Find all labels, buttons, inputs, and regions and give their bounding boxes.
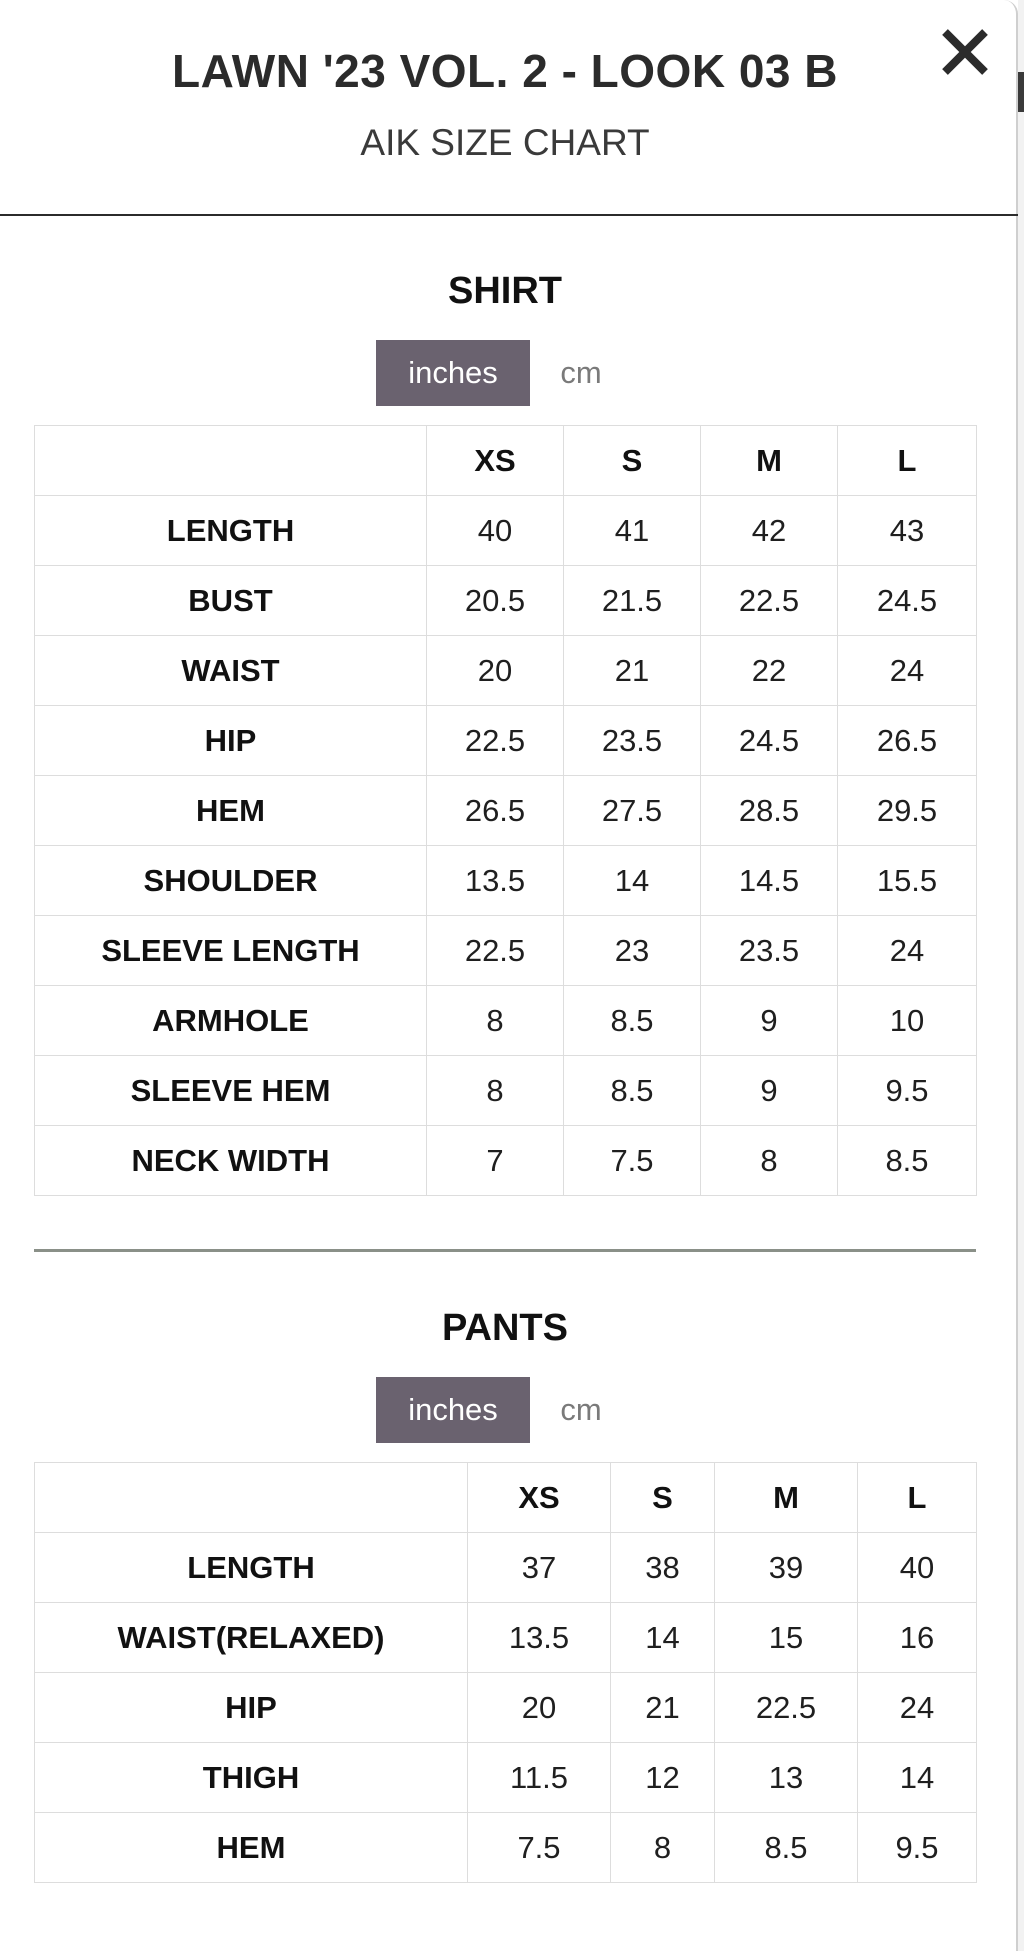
- table-cell: 8: [701, 1126, 838, 1196]
- table-cell: 8.5: [838, 1126, 977, 1196]
- table-cell: 28.5: [701, 776, 838, 846]
- table-cell: 15.5: [838, 846, 977, 916]
- table-row: [35, 1056, 977, 1126]
- row-label: HEM: [35, 1813, 468, 1883]
- row-label: HIP: [35, 1673, 468, 1743]
- table-corner-cell: [35, 1463, 468, 1533]
- shirt-unit-toggle: [376, 340, 632, 406]
- row-label: HEM: [35, 776, 427, 846]
- table-cell: 26.5: [838, 706, 977, 776]
- table-cell: 22: [701, 636, 838, 706]
- table-corner-cell: [35, 426, 427, 496]
- table-row: [35, 1126, 977, 1196]
- table-cell: 22.5: [701, 566, 838, 636]
- table-cell: 40: [427, 496, 564, 566]
- shirt-cm-button[interactable]: cm: [530, 340, 632, 406]
- table-cell: 12: [611, 1743, 715, 1813]
- row-label: SLEEVE LENGTH: [35, 916, 427, 986]
- table-row: [35, 496, 977, 566]
- table-cell: 29.5: [838, 776, 977, 846]
- table-cell: 23.5: [564, 706, 701, 776]
- table-row: [35, 706, 977, 776]
- size-header-l: L: [838, 426, 977, 496]
- table-cell: 43: [838, 496, 977, 566]
- table-cell: 20: [468, 1673, 611, 1743]
- table-cell: 14: [858, 1743, 977, 1813]
- table-cell: 41: [564, 496, 701, 566]
- background-edge: [1018, 0, 1024, 1951]
- row-label: LENGTH: [35, 496, 427, 566]
- table-cell: 9.5: [858, 1813, 977, 1883]
- table-cell: 8.5: [564, 986, 701, 1056]
- page-title: LAWN '23 VOL. 2 - LOOK 03 B: [172, 45, 838, 97]
- pants-size-table: [34, 1462, 977, 1883]
- table-cell: 14: [564, 846, 701, 916]
- shirt-size-table: [34, 425, 977, 1196]
- size-header-m: M: [715, 1463, 858, 1533]
- table-cell: 13.5: [427, 846, 564, 916]
- close-icon: [935, 22, 995, 82]
- table-cell: 7: [427, 1126, 564, 1196]
- row-label: SLEEVE HEM: [35, 1056, 427, 1126]
- table-cell: 16: [858, 1603, 977, 1673]
- pants-unit-toggle: [376, 1377, 632, 1443]
- row-label: THIGH: [35, 1743, 468, 1813]
- table-cell: 42: [701, 496, 838, 566]
- table-row: [35, 636, 977, 706]
- pants-inches-button[interactable]: inches: [376, 1377, 530, 1443]
- table-cell: 10: [838, 986, 977, 1056]
- close-button[interactable]: [935, 22, 995, 82]
- table-cell: 9: [701, 986, 838, 1056]
- table-cell: 39: [715, 1533, 858, 1603]
- table-cell: 37: [468, 1533, 611, 1603]
- pants-section-title: PANTS: [442, 1307, 568, 1349]
- size-header-l: L: [858, 1463, 977, 1533]
- size-header-xs: XS: [468, 1463, 611, 1533]
- page-subtitle: AIK SIZE CHART: [360, 122, 650, 163]
- table-cell: 8: [427, 1056, 564, 1126]
- row-label: LENGTH: [35, 1533, 468, 1603]
- table-cell: 27.5: [564, 776, 701, 846]
- section-divider: [34, 1249, 976, 1252]
- table-row: [35, 846, 977, 916]
- size-header-m: M: [701, 426, 838, 496]
- table-cell: 21: [611, 1673, 715, 1743]
- table-row: [35, 566, 977, 636]
- table-header-row: [35, 1463, 977, 1533]
- modal-header: [0, 0, 1018, 216]
- pants-cm-button[interactable]: cm: [530, 1377, 632, 1443]
- table-cell: 8.5: [715, 1813, 858, 1883]
- row-label: HIP: [35, 706, 427, 776]
- table-cell: 9: [701, 1056, 838, 1126]
- row-label: WAIST(RELAXED): [35, 1603, 468, 1673]
- size-header-s: S: [611, 1463, 715, 1533]
- table-cell: 13.5: [468, 1603, 611, 1673]
- table-cell: 14.5: [701, 846, 838, 916]
- table-cell: 9.5: [838, 1056, 977, 1126]
- table-cell: 24: [858, 1673, 977, 1743]
- table-cell: 8.5: [564, 1056, 701, 1126]
- table-cell: 23: [564, 916, 701, 986]
- table-row: [35, 986, 977, 1056]
- table-header-row: [35, 426, 977, 496]
- row-label: ARMHOLE: [35, 986, 427, 1056]
- table-cell: 38: [611, 1533, 715, 1603]
- table-cell: 24: [838, 916, 977, 986]
- table-cell: 14: [611, 1603, 715, 1673]
- size-header-s: S: [564, 426, 701, 496]
- table-cell: 21.5: [564, 566, 701, 636]
- table-cell: 22.5: [715, 1673, 858, 1743]
- table-row: [35, 916, 977, 986]
- row-label: SHOULDER: [35, 846, 427, 916]
- row-label: WAIST: [35, 636, 427, 706]
- size-header-xs: XS: [427, 426, 564, 496]
- table-cell: 8: [611, 1813, 715, 1883]
- table-row: [35, 1673, 977, 1743]
- shirt-inches-button[interactable]: inches: [376, 340, 530, 406]
- table-cell: 7.5: [468, 1813, 611, 1883]
- table-cell: 24.5: [701, 706, 838, 776]
- table-cell: 40: [858, 1533, 977, 1603]
- table-row: [35, 1533, 977, 1603]
- table-cell: 26.5: [427, 776, 564, 846]
- table-row: [35, 1603, 977, 1673]
- table-cell: 21: [564, 636, 701, 706]
- table-cell: 15: [715, 1603, 858, 1673]
- row-label: NECK WIDTH: [35, 1126, 427, 1196]
- table-cell: 23.5: [701, 916, 838, 986]
- table-cell: 22.5: [427, 916, 564, 986]
- background-edge-shadow: [1018, 72, 1024, 112]
- table-row: [35, 1743, 977, 1813]
- table-cell: 24: [838, 636, 977, 706]
- shirt-section-title: SHIRT: [448, 270, 562, 312]
- table-cell: 22.5: [427, 706, 564, 776]
- table-row: [35, 1813, 977, 1883]
- table-cell: 8: [427, 986, 564, 1056]
- table-cell: 13: [715, 1743, 858, 1813]
- row-label: BUST: [35, 566, 427, 636]
- table-cell: 24.5: [838, 566, 977, 636]
- table-cell: 7.5: [564, 1126, 701, 1196]
- table-row: [35, 776, 977, 846]
- table-cell: 11.5: [468, 1743, 611, 1813]
- table-cell: 20: [427, 636, 564, 706]
- table-cell: 20.5: [427, 566, 564, 636]
